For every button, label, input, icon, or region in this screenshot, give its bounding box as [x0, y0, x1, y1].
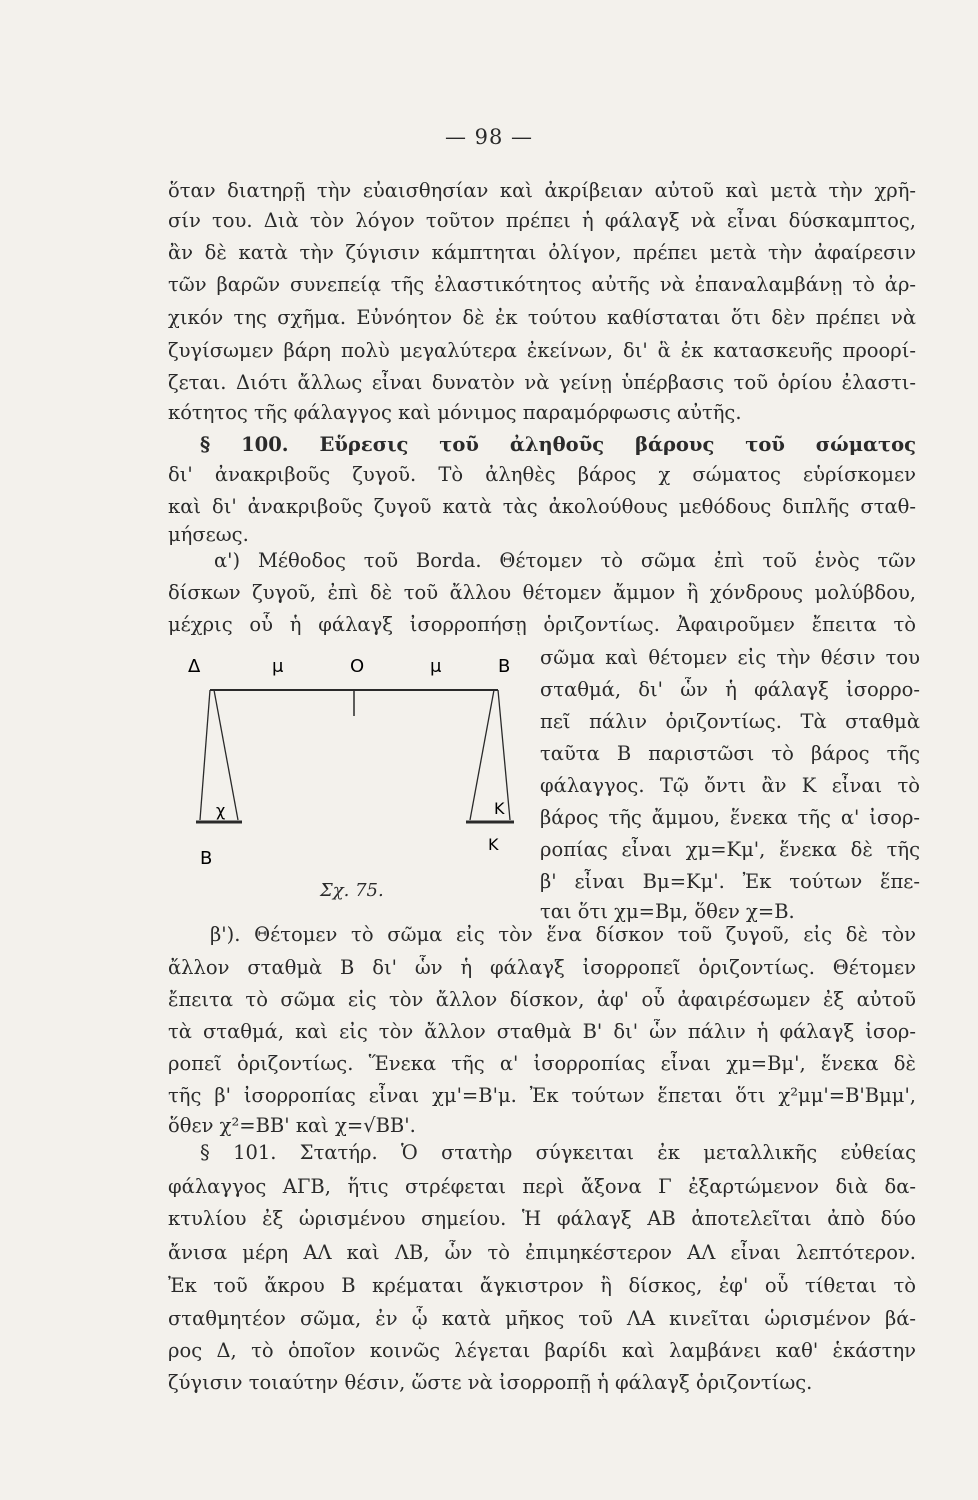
label-delta: Δ — [188, 656, 201, 677]
text-line: χικόν της σχῆμα. Εὐνόητον δὲ ἐκ τούτου καθίσταται ὅτι δὲν πρέπει νὰ — [168, 306, 916, 329]
text-line: ροπίας εἶναι χμ=Κμ', ἕνεκα δὲ τῆς — [540, 838, 920, 861]
text-line: σταθμητέον σῶμα, ἐν ᾧ κατὰ μῆκος τοῦ ΛΑ κινεῖται ὡρισμένον βά- — [168, 1307, 916, 1330]
text-line: ζυγίσωμεν βάρη πολὺ μεγαλύτερα ἐκείνων, δι' ἃ ἐκ κατασκευῆς προορί- — [168, 339, 916, 362]
label-mu-right: μ — [430, 656, 442, 677]
figure-caption: Σχ. 75. — [320, 880, 384, 901]
text-line: β' εἶναι Βμ=Κμ'. Ἐκ τούτων ἕπε- — [540, 870, 920, 893]
text-line: ἔπειτα τὸ σῶμα εἰς τὸν ἄλλον δίσκον, ἀφ' οὗ ἀφαιρέσωμεν ἐξ αὐτοῦ — [168, 988, 916, 1011]
text-line: τῆς β' ἰσορροπίας εἶναι χμ'=Β'μ. Ἐκ τούτων ἕπεται ὅτι χ²μμ'=Β'Βμμ', — [168, 1084, 916, 1107]
text-line: ται ὅτι χμ=Βμ, ὅθεν χ=Β. — [540, 900, 795, 923]
text-line: δίσκων ζυγοῦ, ἐπὶ δὲ τοῦ ἄλλου θέτομεν ἄμμον ἢ χόνδρους μολύβδου, — [168, 581, 916, 604]
label-chi: χ — [216, 801, 226, 820]
label-mu-left: μ — [272, 656, 284, 677]
text-line: βάρος τῆς ἄμμου, ἕνεκα τῆς α' ἰσορ- — [540, 806, 920, 829]
text-line: ἄνισα μέρη ΑΛ καὶ ΛΒ, ὧν τὸ ἐπιμηκέστερον ΑΛ εἶναι λεπτότερον. — [168, 1241, 916, 1264]
balance-figure — [180, 650, 520, 870]
text-line: ταῦτα Β παριστῶσι τὸ βάρος τῆς — [540, 742, 920, 765]
label-beta-top: Β — [498, 656, 511, 677]
text-line: ζύγισιν τοιαύτην θέσιν, ὥστε νὰ ἰσορροπῇ ἡ φάλαγξ ὁριζοντίως. — [168, 1371, 813, 1394]
section-101-heading: § 101. Στατήρ. Ὁ στατὴρ σύγκειται ἐκ μεταλλικῆς εὐθείας — [200, 1141, 916, 1164]
text-line: κότητος τῆς φάλαγγος καὶ μόνιμος παραμόρφωσις αὐτῆς. — [168, 401, 742, 424]
text-line: ὅταν διατηρῇ τὴν εὐαισθησίαν καὶ ἀκρίβειαν αὐτοῦ καὶ μετὰ τὴν χρῆ- — [168, 179, 916, 202]
text-line: κτυλίου ἐξ ὡρισμένου σημείου. Ἡ φάλαγξ ΑΒ ἀποτελεῖται ἀπὸ δύο — [168, 1207, 916, 1230]
text-line: ρος Δ, τὸ ὁποῖον κοινῶς λέγεται βαρίδι καὶ λαμβάνει καθ' ἑκάστην — [168, 1339, 916, 1362]
text-line: Ἐκ τοῦ ἄκρου Β κρέμαται ἄγκιστρον ἢ δίσκος, ἐφ' οὗ τίθεται τὸ — [168, 1274, 916, 1297]
label-kappa-lower: Κ — [488, 835, 499, 854]
text-line: ἂν δὲ κατὰ τὴν ζύγισιν κάμπτηται ὀλίγον, πρέπει μετὰ τὴν ἀφαίρεσιν — [168, 241, 916, 264]
label-kappa-upper: Κ — [494, 799, 505, 818]
method-a-heading: α') Μέθοδος τοῦ Borda. Θέτομεν τὸ σῶμα ἐπὶ τοῦ ἑνὸς τῶν — [214, 549, 916, 572]
label-omicron: Ο — [350, 656, 365, 677]
text-line: ὅθεν χ²=ΒΒ' καὶ χ=√ΒΒ'. — [168, 1114, 416, 1137]
method-b-heading: β'). Θέτομεν τὸ σῶμα εἰς τὸν ἕνα δίσκον τοῦ ζυγοῦ, εἰς δὲ τὸν — [210, 923, 916, 946]
text-line: ζεται. Διότι ἄλλως εἶναι δυνατὸν νὰ γείνῃ ὑπέρβασις τοῦ ὁρίου ἐλαστι- — [168, 371, 916, 394]
text-line: πεῖ πάλιν ὁριζοντίως. Τὰ σταθμὰ — [540, 710, 920, 733]
text-line: φάλαγγος. Τῷ ὄντι ἂν Κ εἶναι τὸ — [540, 774, 920, 797]
text-line: μήσεως. — [168, 523, 249, 546]
text-line: σῶμα καὶ θέτομεν εἰς τὴν θέσιν του — [540, 646, 920, 669]
text-line: φάλαγγος ΑΓΒ, ἥτις στρέφεται περὶ ἄξονα Γ ἐξαρτώμενον διὰ δα- — [168, 1175, 916, 1198]
page-number: — 98 — — [444, 125, 534, 149]
text-line: σίν του. Διὰ τὸν λόγον τοῦτον πρέπει ἡ φάλαγξ νὰ εἶναι δύσκαμπτος, — [168, 209, 916, 232]
text-line: μέχρις οὗ ἡ φάλαγξ ἰσορροπήσῃ ὁριζοντίως. Ἀφαιροῦμεν ἔπειτα τὸ — [168, 613, 916, 636]
right-string-inner — [470, 690, 494, 820]
text-line: ροπεῖ ὁριζοντίως. Ἕνεκα τῆς α' ἰσορροπίας εἶναι χμ=Βμ', ἕνεκα δὲ — [168, 1052, 916, 1075]
left-string-outer — [200, 690, 210, 820]
text-line: σταθμά, δι' ὧν ἡ φάλαγξ ἰσορρο- — [540, 678, 920, 701]
text-line: ἄλλον σταθμὰ Β δι' ὧν ἡ φάλαγξ ἰσορροπεῖ ὁριζοντίως. Θέτομεν — [168, 956, 916, 979]
text-line: τὰ σταθμά, καὶ εἰς τὸν ἄλλον σταθμὰ Β' δι' ὧν πάλιν ἡ φάλαγξ ἰσορ- — [168, 1020, 916, 1043]
text-line: δι' ἀνακριβοῦς ζυγοῦ. Τὸ ἀληθὲς βάρος χ σώματος εὑρίσκομεν — [168, 463, 916, 486]
text-line: καὶ δι' ἀνακριβοῦς ζυγοῦ κατὰ τὰς ἀκολούθους μεθόδους διπλῆς σταθ- — [168, 495, 916, 518]
label-beta-bottom: Β — [200, 848, 213, 869]
text-line: τῶν βαρῶν συνεπείᾳ τῆς ἐλαστικότητος αὐτῆς νὰ ἐπαναλαμβάνῃ τὸ ἀρ- — [168, 273, 916, 296]
section-100-heading: § 100. Εὕρεσις τοῦ ἀληθοῦς βάρους τοῦ σώματος — [200, 433, 916, 456]
